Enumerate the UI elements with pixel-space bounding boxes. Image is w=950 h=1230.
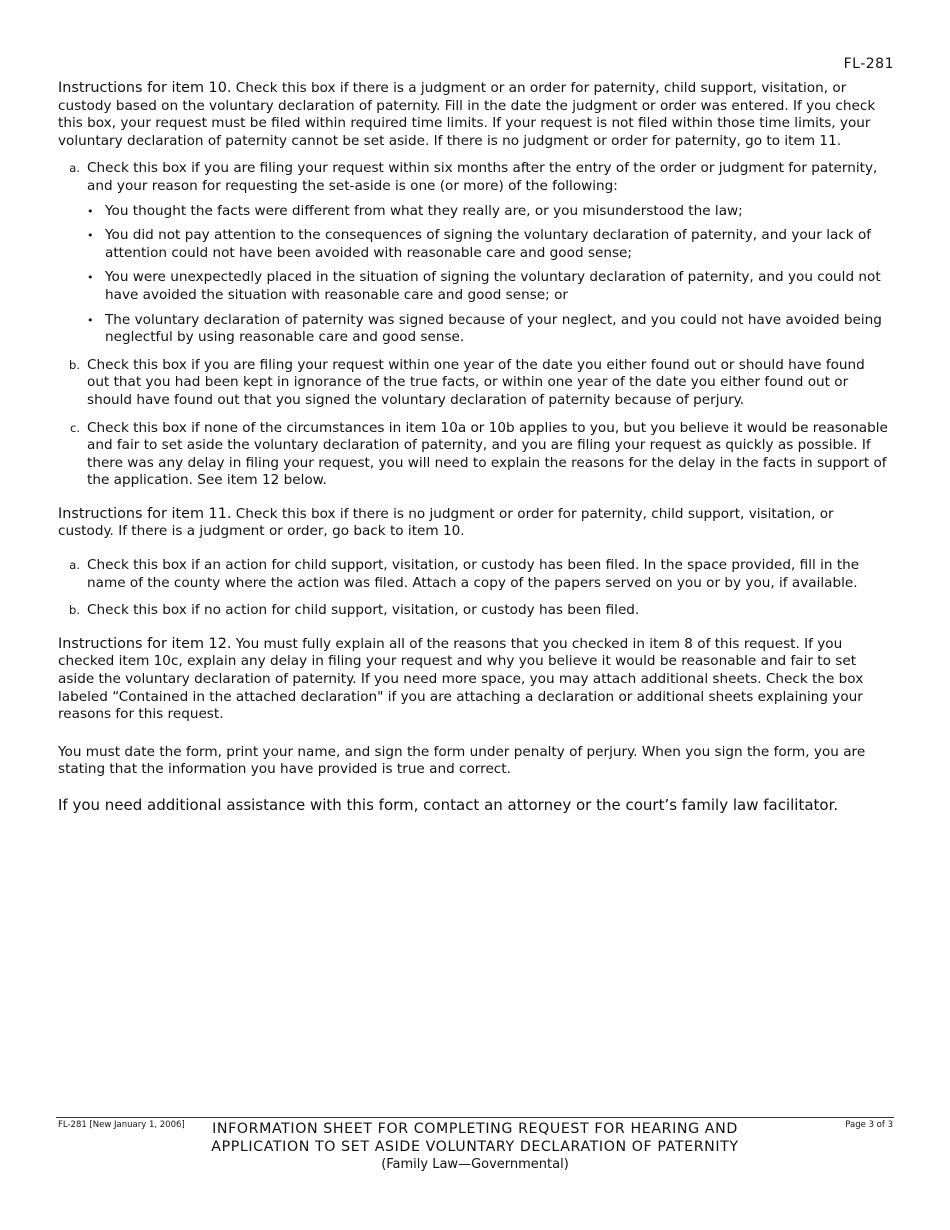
item10c-text: Check this box if none of the circumstances in item 10a or 10b applies to you, but you believe it would be reasonable and fair to set aside the voluntary declaration of paternity, and you are filing your request as quickly as possible. If there was any delay in filing your request, you will need to explain the reasons for the delay in the facts in support of the application. See item 12 below. [87, 419, 888, 489]
bullet-icon: • [87, 271, 94, 285]
item10a-text: Check this box if you are filing your request within six months after the entry of the order or judgment for paternity, and your reason for requesting the set-aside is one (or more) of the following: [87, 160, 878, 194]
item11a [58, 557, 890, 592]
item10c-letter: c. [70, 420, 80, 435]
bullet-item [87, 227, 890, 262]
bullet-icon: • [87, 204, 94, 218]
item10b-letter: b. [69, 357, 80, 372]
bullet-item [87, 203, 890, 221]
item11a-text: Check this box if an action for child support, visitation, or custody has been filed. In the space provided, fill in the name of the county where the action was filed. Attach a copy of the papers served on you or by you, if available. [87, 557, 860, 591]
item10-intro: Check this box if there is a judgment or an order for paternity, child support, visitation, or custody based on the voluntary declaration of paternity. Fill in the date the judgment or order was entered. If you check this box, your request must be filed within required time limits. If your request is not filed within those time limits, your voluntary declaration of paternity cannot be set aside. If there is no judgment or order for paternity, go to item 11. [58, 80, 876, 149]
item10b [58, 357, 890, 410]
footer-form-revision: FL-281 [New January 1, 2006] [58, 1120, 185, 1130]
item10a-body [87, 160, 890, 346]
instructions-body [58, 80, 890, 815]
item11-heading: Instructions for item 11. [58, 505, 232, 522]
item11-intro: Check this box if there is no judgment or order for paternity, child support, visitation, or custody. If there is a judgment or order, go back to item 10. [58, 505, 834, 540]
footer-title-line2: APPLICATION TO SET ASIDE VOLUNTARY DECLARATION OF PATERNITY [211, 1139, 739, 1155]
footer-title [0, 1120, 950, 1174]
item11b-text: Check this box if no action for child support, visitation, or custody has been filed. [87, 602, 640, 619]
signing-paragraph: You must date the form, print your name, and sign the form under penalty of perjury. When you sign the form, you are stating that the information you have provided is true and correct. [58, 743, 866, 778]
item11b-letter: b. [69, 603, 80, 618]
item11b [58, 602, 890, 620]
item10a [58, 160, 890, 346]
bullet-text: You were unexpectedly placed in the situation of signing the voluntary declaration of paternity, and you could not have avoided the situation with reasonable care and good sense; or [105, 269, 881, 303]
bullet-text: You thought the facts were different from what they really are, or you misunderstood the law; [105, 202, 743, 219]
item10-heading: Instructions for item 10. [58, 80, 232, 96]
item11a-letter: a. [69, 558, 80, 573]
item10-paragraph [58, 80, 890, 150]
bullet-text: The voluntary declaration of paternity was signed because of your neglect, and you could not have avoided being neglectful by using reasonable care and good sense. [105, 311, 882, 346]
item12-paragraph [58, 636, 890, 724]
bullet-item [87, 269, 890, 304]
item11-paragraph [58, 506, 890, 541]
bullet-icon: • [87, 229, 94, 243]
footer-subtitle: (Family Law—Governmental) [381, 1157, 569, 1172]
item10a-letter: a. [69, 161, 80, 176]
assistance-paragraph: If you need additional assistance with this form, contact an attorney or the court’s family law facilitator. [58, 796, 839, 814]
item10a-bullet-list [87, 203, 890, 347]
bullet-item [87, 312, 890, 347]
item10b-text: Check this box if you are filing your request within one year of the date you either found out or should have found out that you had been kept in ignorance of the true facts, or within one year of the date you either found out or should have found out that you signed the voluntary declaration of paternity because of perjury. [87, 356, 865, 408]
footer-title-line1: INFORMATION SHEET FOR COMPLETING REQUEST FOR HEARING AND [212, 1121, 738, 1137]
item12-heading: Instructions for item 12. [58, 635, 232, 652]
form-number: FL-281 [843, 56, 894, 72]
item12-intro: You must fully explain all of the reasons that you checked in item 8 of this request. If you checked item 10c, explain any delay in filing your request and why you believe it would be reasonable and fair to set aside the voluntary declaration of paternity. If you need more space, you may attach additional sheets. Check the box labeled “Contained in the attached declaration" if you are attaching a declaration or additional sheets explaining your reasons for this request. [58, 635, 864, 723]
footer-page-number: Page 3 of 3 [845, 1120, 893, 1130]
bullet-icon: • [87, 313, 94, 327]
item10c [58, 420, 890, 490]
footer-divider [56, 1117, 894, 1118]
bullet-text: You did not pay attention to the consequences of signing the voluntary declaration of paternity, and your lack of attention could not have been avoided with reasonable care and good sense; [105, 227, 872, 261]
